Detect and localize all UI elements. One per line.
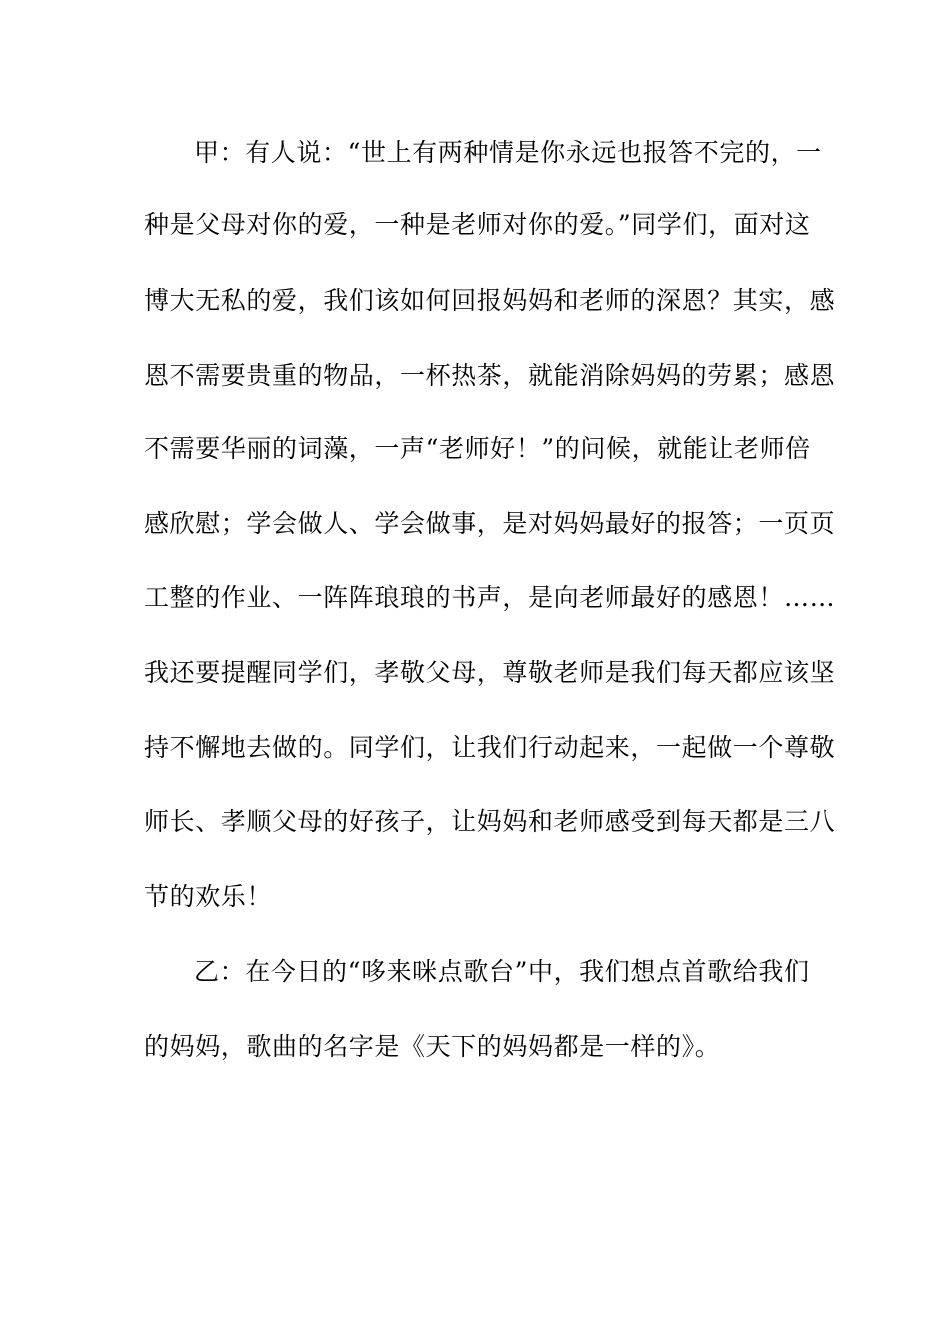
paragraph-jia-line-3: 博大无私的爱，我们该如何回报妈妈和老师的深恩？其实，感: [144, 286, 836, 315]
paragraph-yi-line-1: 乙：在今日的“哆来咪点歌台”中，我们想点首歌给我们: [194, 957, 810, 986]
paragraph-jia-line-1: 甲：有人说：“世上有两种情是你永远也报答不完的，一: [194, 138, 822, 167]
paragraph-jia-line-6: 感欣慰；学会做人、学会做事，是对妈妈最好的报答；一页页: [144, 509, 836, 538]
paragraph-jia-line-9: 持不懈地去做的。同学们，让我们行动起来，一起做一个尊敬: [144, 733, 836, 762]
paragraph-jia-line-7: 工整的作业、一阵阵琅琅的书声，是向老师最好的感恩！……: [144, 583, 836, 612]
paragraph-jia-line-11: 节的欢乐！: [144, 882, 273, 911]
paragraph-yi-line-2: 的妈妈，歌曲的名字是《天下的妈妈都是一样的》。: [144, 1032, 721, 1061]
paragraph-jia-line-10: 师长、孝顺父母的好孩子，让妈妈和老师感受到每天都是三八: [144, 807, 836, 836]
paragraph-jia-line-8: 我还要提醒同学们，孝敬父母，尊敬老师是我们每天都应该坚: [144, 658, 836, 687]
paragraph-jia-line-5: 不需要华丽的词藻，一声“老师好！”的问候，就能让老师倍: [144, 434, 811, 463]
paragraph-jia-line-4: 恩不需要贵重的物品，一杯热茶，就能消除妈妈的劳累；感恩: [144, 361, 836, 390]
paragraph-jia-line-2: 种是父母对你的爱，一种是老师对你的爱。”同学们，面对这: [144, 210, 811, 239]
